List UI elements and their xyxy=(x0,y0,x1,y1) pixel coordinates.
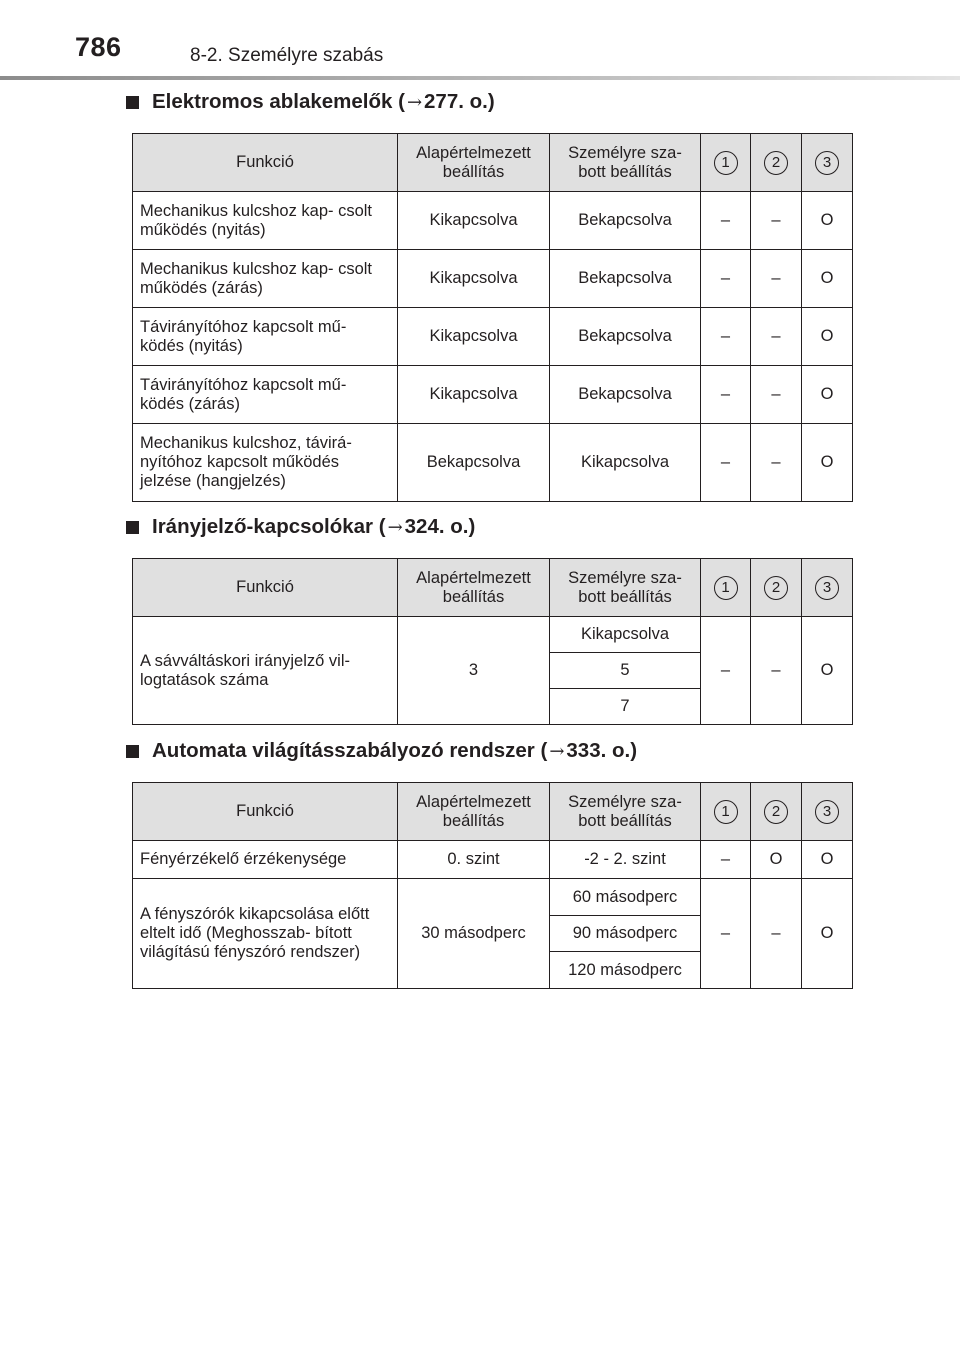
table-row xyxy=(133,617,853,653)
function-cell: Fényérzékelő érzékenysége xyxy=(133,841,398,879)
custom-option-cell: 120 másodperc xyxy=(550,952,701,989)
page-number: 786 xyxy=(75,32,122,62)
chapter-title: 8-2. Személyre szabás xyxy=(190,45,384,66)
circled-number-1-icon: 1 xyxy=(714,576,738,600)
column-header-function: Funkció xyxy=(133,134,398,192)
column-header-method-2 xyxy=(751,559,802,617)
column-header-method-1 xyxy=(701,783,751,841)
arrow-icon: → xyxy=(549,740,565,762)
custom-option-cell: 5 xyxy=(550,653,701,689)
square-bullet-icon xyxy=(126,521,139,534)
table-row xyxy=(133,192,853,250)
page-reference[interactable]: 277. o.) xyxy=(424,90,495,113)
section-heading-turn-signal xyxy=(126,515,475,539)
function-cell: A sávváltáskori irányjelző vil- logtatások száma xyxy=(133,617,398,725)
method-1-cell: – xyxy=(701,192,751,250)
default-cell: Kikapcsolva xyxy=(398,192,550,250)
table-row xyxy=(133,250,853,308)
function-cell: Távirányítóhoz kapcsolt mű- ködés (zárás) xyxy=(133,366,398,424)
default-cell: Bekapcsolva xyxy=(398,424,550,502)
custom-cell: -2 - 2. szint xyxy=(550,841,701,879)
circled-number-1-icon: 1 xyxy=(714,800,738,824)
function-cell: Mechanikus kulcshoz kap- csolt működés (zárás) xyxy=(133,250,398,308)
method-2-cell: – xyxy=(751,424,802,502)
method-2-cell: – xyxy=(751,308,802,366)
custom-cell: Bekapcsolva xyxy=(550,308,701,366)
custom-cell: Bekapcsolva xyxy=(550,192,701,250)
default-cell: Kikapcsolva xyxy=(398,366,550,424)
method-1-cell: – xyxy=(701,841,751,879)
function-cell: Távirányítóhoz kapcsolt mű- ködés (nyitás) xyxy=(133,308,398,366)
table-header-row xyxy=(133,559,853,617)
table-row xyxy=(133,841,853,879)
column-header-custom: Személyre sza- bott beállítás xyxy=(550,559,701,617)
custom-cell: Kikapcsolva xyxy=(550,424,701,502)
custom-cell: Bekapcsolva xyxy=(550,366,701,424)
custom-option-cell: Kikapcsolva xyxy=(550,617,701,653)
header-rule xyxy=(0,76,960,80)
method-2-cell: O xyxy=(751,841,802,879)
method-3-cell: O xyxy=(802,424,853,502)
default-cell: Kikapcsolva xyxy=(398,250,550,308)
column-header-method-2 xyxy=(751,134,802,192)
column-header-method-3 xyxy=(802,559,853,617)
column-header-default: Alapértelmezett beállítás xyxy=(398,783,550,841)
column-header-custom: Személyre sza- bott beállítás xyxy=(550,783,701,841)
page-reference[interactable]: 333. o.) xyxy=(566,739,638,762)
square-bullet-icon xyxy=(126,745,139,758)
method-1-cell: – xyxy=(701,617,751,725)
method-3-cell: O xyxy=(802,366,853,424)
method-3-cell: O xyxy=(802,841,853,879)
column-header-default: Alapértelmezett beállítás xyxy=(398,134,550,192)
circled-number-3-icon: 3 xyxy=(815,800,839,824)
custom-option-cell: 7 xyxy=(550,689,701,725)
custom-cell: Bekapcsolva xyxy=(550,250,701,308)
method-3-cell: O xyxy=(802,250,853,308)
method-1-cell: – xyxy=(701,250,751,308)
default-cell: 30 másodperc xyxy=(398,879,550,989)
method-3-cell: O xyxy=(802,192,853,250)
circled-number-2-icon: 2 xyxy=(764,800,788,824)
method-3-cell: O xyxy=(802,617,853,725)
column-header-method-1 xyxy=(701,134,751,192)
section-heading-auto-light xyxy=(126,739,637,763)
auto-light-settings-table xyxy=(132,782,853,989)
column-header-function: Funkció xyxy=(133,783,398,841)
column-header-method-1 xyxy=(701,559,751,617)
arrow-icon: → xyxy=(387,516,403,538)
method-2-cell: – xyxy=(751,879,802,989)
arrow-icon: → xyxy=(406,91,423,113)
function-cell: Mechanikus kulcshoz kap- csolt működés (nyitás) xyxy=(133,192,398,250)
circled-number-1-icon: 1 xyxy=(714,151,738,175)
custom-option-cell: 60 másodperc xyxy=(550,879,701,916)
column-header-default: Alapértelmezett beállítás xyxy=(398,559,550,617)
column-header-method-2 xyxy=(751,783,802,841)
method-2-cell: – xyxy=(751,617,802,725)
method-1-cell: – xyxy=(701,879,751,989)
page-header xyxy=(0,0,960,82)
circled-number-2-icon: 2 xyxy=(764,576,788,600)
column-header-custom: Személyre sza- bott beállítás xyxy=(550,134,701,192)
section-title: Irányjelző-kapcsolókar ( xyxy=(152,515,386,538)
section-heading-power-windows xyxy=(126,90,495,114)
circled-number-3-icon: 3 xyxy=(815,151,839,175)
circled-number-3-icon: 3 xyxy=(815,576,839,600)
custom-option-cell: 90 másodperc xyxy=(550,916,701,952)
table-row xyxy=(133,366,853,424)
method-1-cell: – xyxy=(701,308,751,366)
function-cell: Mechanikus kulcshoz, távirá- nyítóhoz kapcsolt működés jelzése (hangjelzés) xyxy=(133,424,398,502)
method-2-cell: – xyxy=(751,366,802,424)
column-header-method-3 xyxy=(802,134,853,192)
table-header-row xyxy=(133,783,853,841)
method-1-cell: – xyxy=(701,366,751,424)
column-header-function: Funkció xyxy=(133,559,398,617)
function-cell: A fényszórók kikapcsolása előtt eltelt idő (Meghosszab- bított világítású fényszóró rendszer) xyxy=(133,879,398,989)
circled-number-2-icon: 2 xyxy=(764,151,788,175)
default-cell: 3 xyxy=(398,617,550,725)
table-row xyxy=(133,308,853,366)
page-reference[interactable]: 324. o.) xyxy=(404,515,476,538)
section-title: Elektromos ablakemelők ( xyxy=(152,90,405,113)
method-3-cell: O xyxy=(802,879,853,989)
method-3-cell: O xyxy=(802,308,853,366)
table-row xyxy=(133,879,853,916)
section-title: Automata világításszabályozó rendszer ( xyxy=(152,739,548,762)
method-2-cell: – xyxy=(751,192,802,250)
power-window-settings-table xyxy=(132,133,853,502)
column-header-method-3 xyxy=(802,783,853,841)
turn-signal-settings-table xyxy=(132,558,853,725)
square-bullet-icon xyxy=(126,96,139,109)
method-1-cell: – xyxy=(701,424,751,502)
default-cell: 0. szint xyxy=(398,841,550,879)
table-header-row xyxy=(133,134,853,192)
default-cell: Kikapcsolva xyxy=(398,308,550,366)
method-2-cell: – xyxy=(751,250,802,308)
table-row xyxy=(133,424,853,502)
